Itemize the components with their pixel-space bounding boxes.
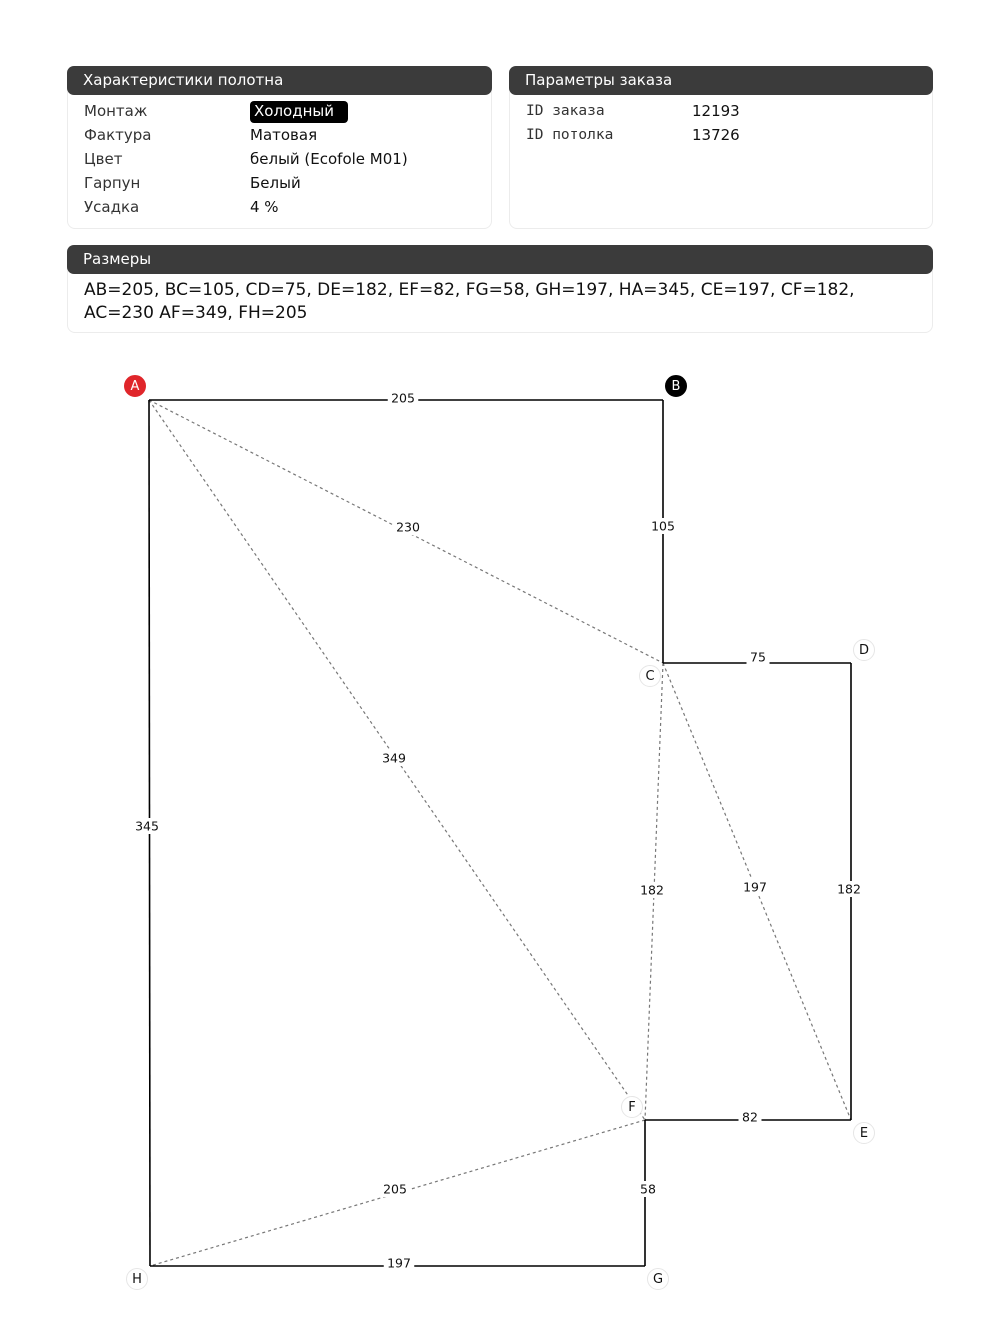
diagonals-group bbox=[149, 400, 851, 1266]
node-C bbox=[640, 666, 661, 687]
row-value: Белый bbox=[250, 174, 301, 192]
row-label: Цвет bbox=[84, 150, 123, 168]
row-label: Гарпун bbox=[84, 174, 141, 192]
node-label-C: C bbox=[645, 669, 655, 684]
row-label: Фактура bbox=[84, 126, 152, 144]
node-E bbox=[854, 1123, 875, 1144]
diagonal-length-AC: 230 bbox=[396, 519, 420, 535]
diagonal-length-CF: 182 bbox=[640, 882, 664, 898]
node-F bbox=[622, 1097, 643, 1118]
edge-length-EF: 82 bbox=[742, 1109, 758, 1125]
node-label-G: G bbox=[652, 1272, 664, 1287]
edge-length-CD: 75 bbox=[750, 649, 766, 665]
row-value: Матовая bbox=[250, 126, 318, 144]
row-label: Монтаж bbox=[84, 102, 148, 120]
node-label-F: F bbox=[628, 1100, 636, 1115]
node-A bbox=[125, 376, 146, 397]
node-label-E: E bbox=[859, 1126, 869, 1141]
row-value: 12193 bbox=[692, 102, 740, 120]
row-label: ID заказа bbox=[526, 103, 605, 119]
montage-badge: Холодный bbox=[250, 101, 348, 123]
length-labels-group bbox=[132, 390, 865, 1271]
node-B bbox=[666, 376, 687, 397]
edge-length-FG: 58 bbox=[640, 1181, 656, 1197]
node-label-H: H bbox=[132, 1272, 142, 1287]
node-D bbox=[854, 640, 875, 661]
characteristics-title: Характеристики полотна bbox=[67, 66, 492, 95]
edge-length-AB: 205 bbox=[391, 390, 415, 406]
dimensions-title: Размеры bbox=[67, 245, 933, 274]
row-value: белый (Ecofole M01) bbox=[250, 150, 408, 168]
edge-length-HA: 345 bbox=[135, 818, 159, 834]
order-title: Параметры заказа bbox=[509, 66, 933, 95]
row-value: 13726 bbox=[692, 126, 740, 144]
node-label-B: B bbox=[671, 379, 681, 394]
edges-group bbox=[149, 400, 851, 1266]
node-label-D: D bbox=[858, 643, 870, 658]
node-H bbox=[127, 1269, 148, 1290]
diagonal-length-CE: 197 bbox=[743, 879, 767, 895]
row-label: Усадка bbox=[84, 198, 140, 216]
diagonal-length-AF: 349 bbox=[382, 750, 406, 766]
row-value: 4 % bbox=[250, 198, 279, 216]
nodes-group bbox=[125, 376, 875, 1290]
row-label: ID потолка bbox=[526, 127, 614, 143]
edge-length-BC: 105 bbox=[651, 518, 675, 534]
node-G bbox=[648, 1269, 669, 1290]
edge-length-GH: 197 bbox=[387, 1255, 411, 1271]
node-label-A: A bbox=[130, 379, 140, 394]
edge-length-DE: 182 bbox=[837, 881, 861, 897]
dimensions-text: AB=205, BC=105, CD=75, DE=182, EF=82, FG=58, GH=197, HA=345, CE=197, CF=182, AC=230 AF=349, FH=205 bbox=[84, 280, 855, 323]
diagonal-length-FH: 205 bbox=[383, 1181, 407, 1197]
